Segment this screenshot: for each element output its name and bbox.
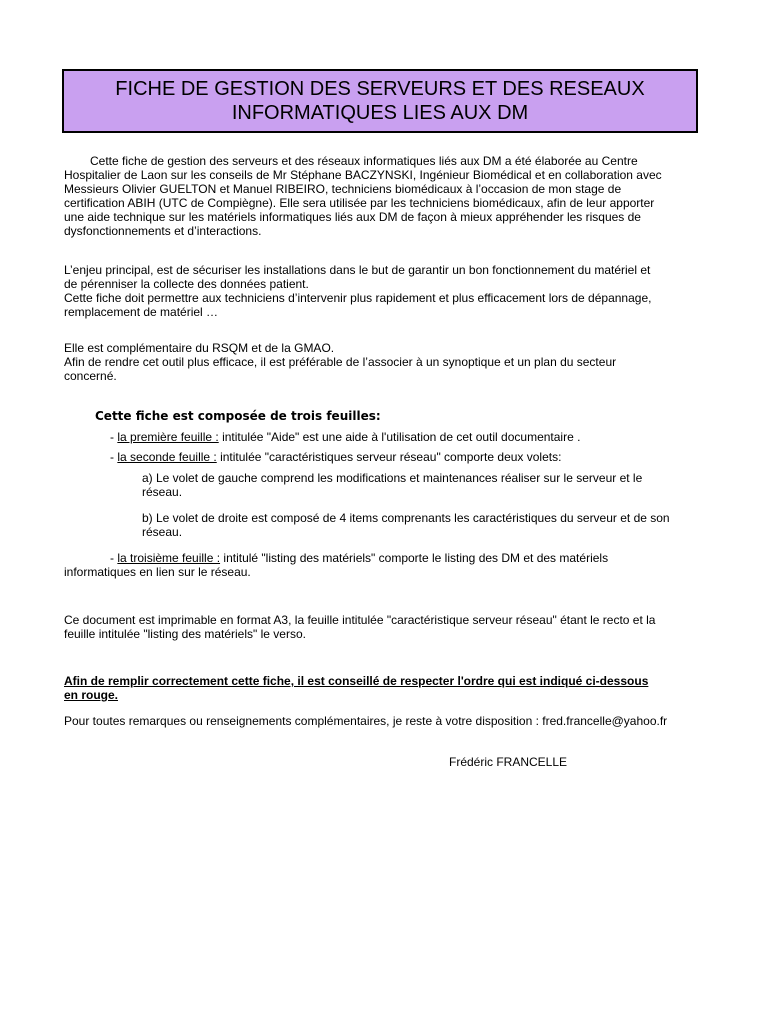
intro-line: Cette fiche de gestion des serveurs et des réseaux informatiques liés aux DM a été élaborée au Centre bbox=[90, 154, 638, 168]
intro-line: certification ABIH (UTC de Compiègne). Elle sera utilisée par les techniciens biomédicaux, afin de leur apporter bbox=[64, 196, 655, 210]
composition-item-3 bbox=[64, 551, 704, 579]
intro-paragraph bbox=[64, 154, 704, 238]
enjeu-paragraph bbox=[64, 263, 704, 319]
sub-a-line: a) Le volet de gauche comprend les modifications et maintenances réaliser sur le serveur et le bbox=[142, 471, 643, 485]
intro-line: une aide technique sur les matériels informatiques liés aux DM de façon à mieux appréhender les risques de bbox=[64, 210, 641, 224]
title-line-1: FICHE DE GESTION DES SERVEURS ET DES RESEAUX bbox=[115, 78, 645, 100]
complement-paragraph bbox=[64, 341, 704, 383]
item-3-line-2: informatiques en lien sur le réseau. bbox=[64, 565, 251, 579]
intro-line: Hospitalier de Laon sur les conseils de Mr Stéphane BACZYNSKI, Ingénieur Biomédical et en collaboration avec bbox=[64, 168, 662, 182]
sub-b-line: réseau. bbox=[142, 525, 183, 539]
print-note-paragraph bbox=[64, 613, 704, 641]
item-2-text: intitulée "caractéristiques serveur réseau" comporte deux volets: bbox=[216, 450, 562, 464]
composition-sub-b bbox=[142, 511, 722, 539]
composition-item-2 bbox=[110, 450, 750, 464]
item-3-prefix: - bbox=[110, 551, 118, 565]
instruction-line: en rouge. bbox=[64, 688, 119, 702]
enjeu-line: L’enjeu principal, est de sécuriser les installations dans le but de garantir un bon fonctionnement du matériel et bbox=[64, 263, 651, 277]
item-1-text: intitulée "Aide" est une aide à l'utilisation de cet outil documentaire . bbox=[218, 430, 581, 444]
title-line-2: INFORMATIQUES LIES AUX DM bbox=[231, 102, 529, 124]
print-note-line: feuille intitulée "listing des matériels" le verso. bbox=[64, 627, 306, 641]
item-3-text: intitulé "listing des matériels" comporte le listing des DM et des matériels bbox=[220, 551, 609, 565]
intro-line: Messieurs Olivier GUELTON et Manuel RIBEIRO, techniciens biomédicaux à l’occasion de mon stage de bbox=[64, 182, 622, 196]
complement-line: concerné. bbox=[64, 369, 117, 383]
composition-item-1 bbox=[110, 430, 750, 444]
sub-b-line: b) Le volet de droite est composé de 4 items comprenants les caractéristiques du serveur et de son bbox=[142, 511, 670, 525]
complement-line: Afin de rendre cet outil plus efficace, il est préférable de l’associer à un synoptique et un plan du secteur bbox=[64, 355, 617, 369]
title-box bbox=[62, 69, 698, 133]
intro-line: dysfonctionnements et d’interactions. bbox=[64, 224, 262, 238]
item-3-line-1 bbox=[64, 551, 704, 565]
signature: Frédéric FRANCELLE bbox=[449, 755, 568, 769]
complement-line: Elle est complémentaire du RSQM et de la GMAO. bbox=[64, 341, 335, 355]
sub-a-line: réseau. bbox=[142, 485, 183, 499]
instruction-line: Afin de remplir correctement cette fiche, il est conseillé de respecter l'ordre qui est indiqué ci-dessous bbox=[64, 674, 649, 688]
composition-sub-a bbox=[142, 471, 702, 499]
item-2-prefix: - bbox=[110, 450, 118, 464]
enjeu-line: Cette fiche doit permettre aux techniciens d’intervenir plus rapidement et plus efficacement lors de dépannage, bbox=[64, 291, 652, 305]
print-note-line: Ce document est imprimable en format A3, la feuille intitulée "caractéristique serveur réseau" étant le recto et la bbox=[64, 613, 656, 627]
item-1-label: la première feuille : bbox=[117, 430, 219, 444]
contact-paragraph: Pour toutes remarques ou renseignements complémentaires, je reste à votre disposition : fred.francelle@yahoo.fr bbox=[64, 714, 668, 728]
item-2-label: la seconde feuille : bbox=[117, 450, 217, 464]
enjeu-line: de pérenniser la collecte des données patient. bbox=[64, 277, 309, 291]
item-1-prefix: - bbox=[110, 430, 118, 444]
composition-heading: Cette fiche est composée de trois feuilles: bbox=[95, 409, 381, 423]
enjeu-line: remplacement de matériel … bbox=[64, 305, 219, 319]
item-3-label: la troisième feuille : bbox=[117, 551, 221, 565]
instruction-paragraph bbox=[64, 674, 704, 702]
